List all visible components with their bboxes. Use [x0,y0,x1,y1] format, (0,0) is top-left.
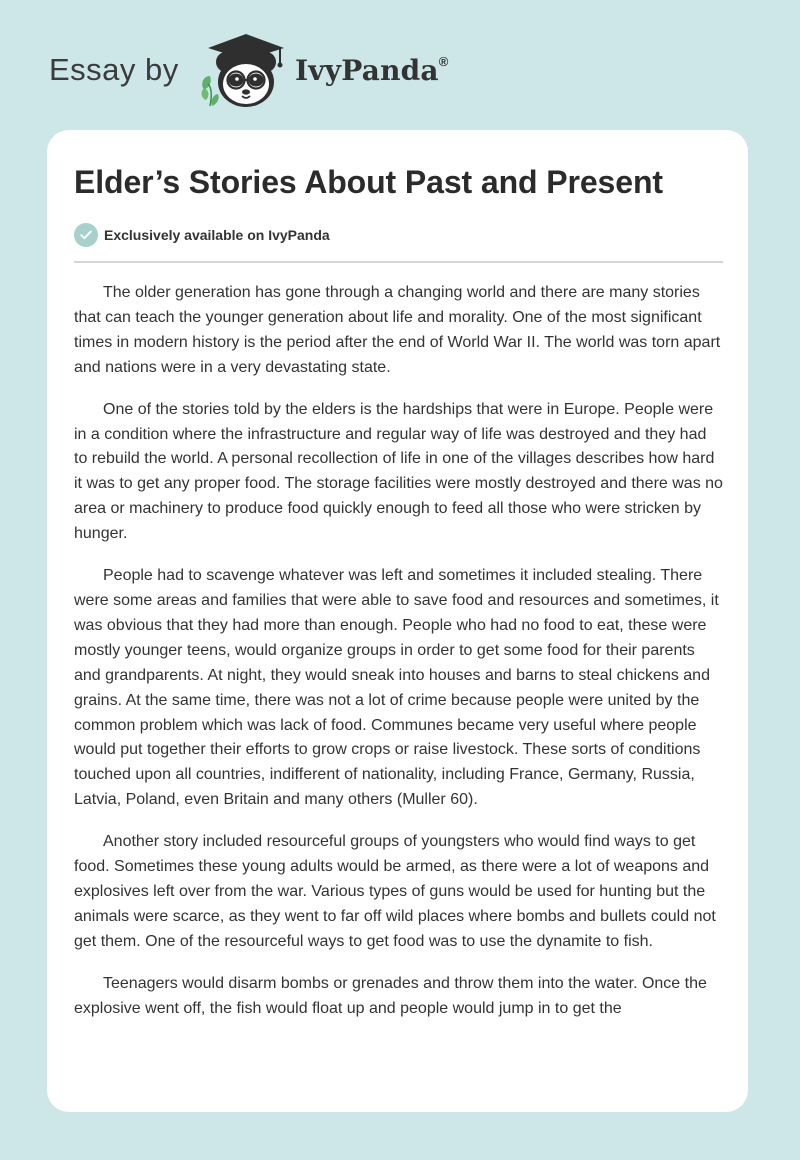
brand-name[interactable] [295,54,449,87]
page-title: Elder’s Stories About Past and Present [74,164,663,200]
divider [74,261,723,263]
paragraph: The older generation has gone through a changing world and there are many stories that can teach the younger generation about life and morality. One of the most significant times in modern history is the period after the end of World War II. The world was torn apart and nations were in a very devastating state. [74,284,721,376]
panda-graduate-logo-icon[interactable] [198,32,294,112]
paragraph: People had to scavenge whatever was left and sometimes it included stealing. There were some areas and families that were able to save food and resources and sometimes, it was obvious that they had more than enough. People who had no food to eat, these were mostly younger teens, would organize groups in order to get some food for their parents and grandparents. At night, they would sneak into houses and barns to steal chickens and grains. At the same time, there was not a lot of crime because people were united by the common problem which was lack of food. Communes became very useful where people would put together their efforts to grow crops or raise livestock. These sorts of conditions touched upon all countries, indifferent of nationality, including France, Germany, Russia, Latvia, Poland, even Britain and many others (Muller 60). [74,567,719,809]
essay-by-label: Essay by [49,52,179,87]
paragraph: Another story included resourceful groups of youngsters who would find ways to get food. Sometimes these young adults would be armed, as there were a lot of weapons and explosives left over from the war. Various types of guns would be used for hunting but the animals were scarce, as they went to far off wild places where bombs and bullets could not get them. One of the resourceful ways to get food was to use the dynamite to fish. [74,833,716,950]
essay-card [47,130,748,1112]
registered-mark: ® [438,53,449,69]
essay-body [74,281,724,1038]
paragraph: One of the stories told by the elders is the hardships that were in Europe. People were in a condition where the infrastructure and regular way of life was destroyed and they had to rebuild the world. A personal recollection of life in one of the villages describes how hard it was to get any proper food. The storage facilities were mostly destroyed and there was no area or machinery to produce food quickly enough to feed all those who were stricken by hunger. [74,400,723,543]
brand-text: IvyPanda [295,54,439,87]
exclusive-badge [74,222,330,248]
check-circle-icon [74,223,98,247]
paragraph: Teenagers would disarm bombs or grenades and throw them into the water. Once the explosive went off, the fish would float up and people would jump in to get the [74,974,707,1017]
site-header [0,0,800,130]
exclusive-badge-label: Exclusively available on IvyPanda [104,227,330,243]
